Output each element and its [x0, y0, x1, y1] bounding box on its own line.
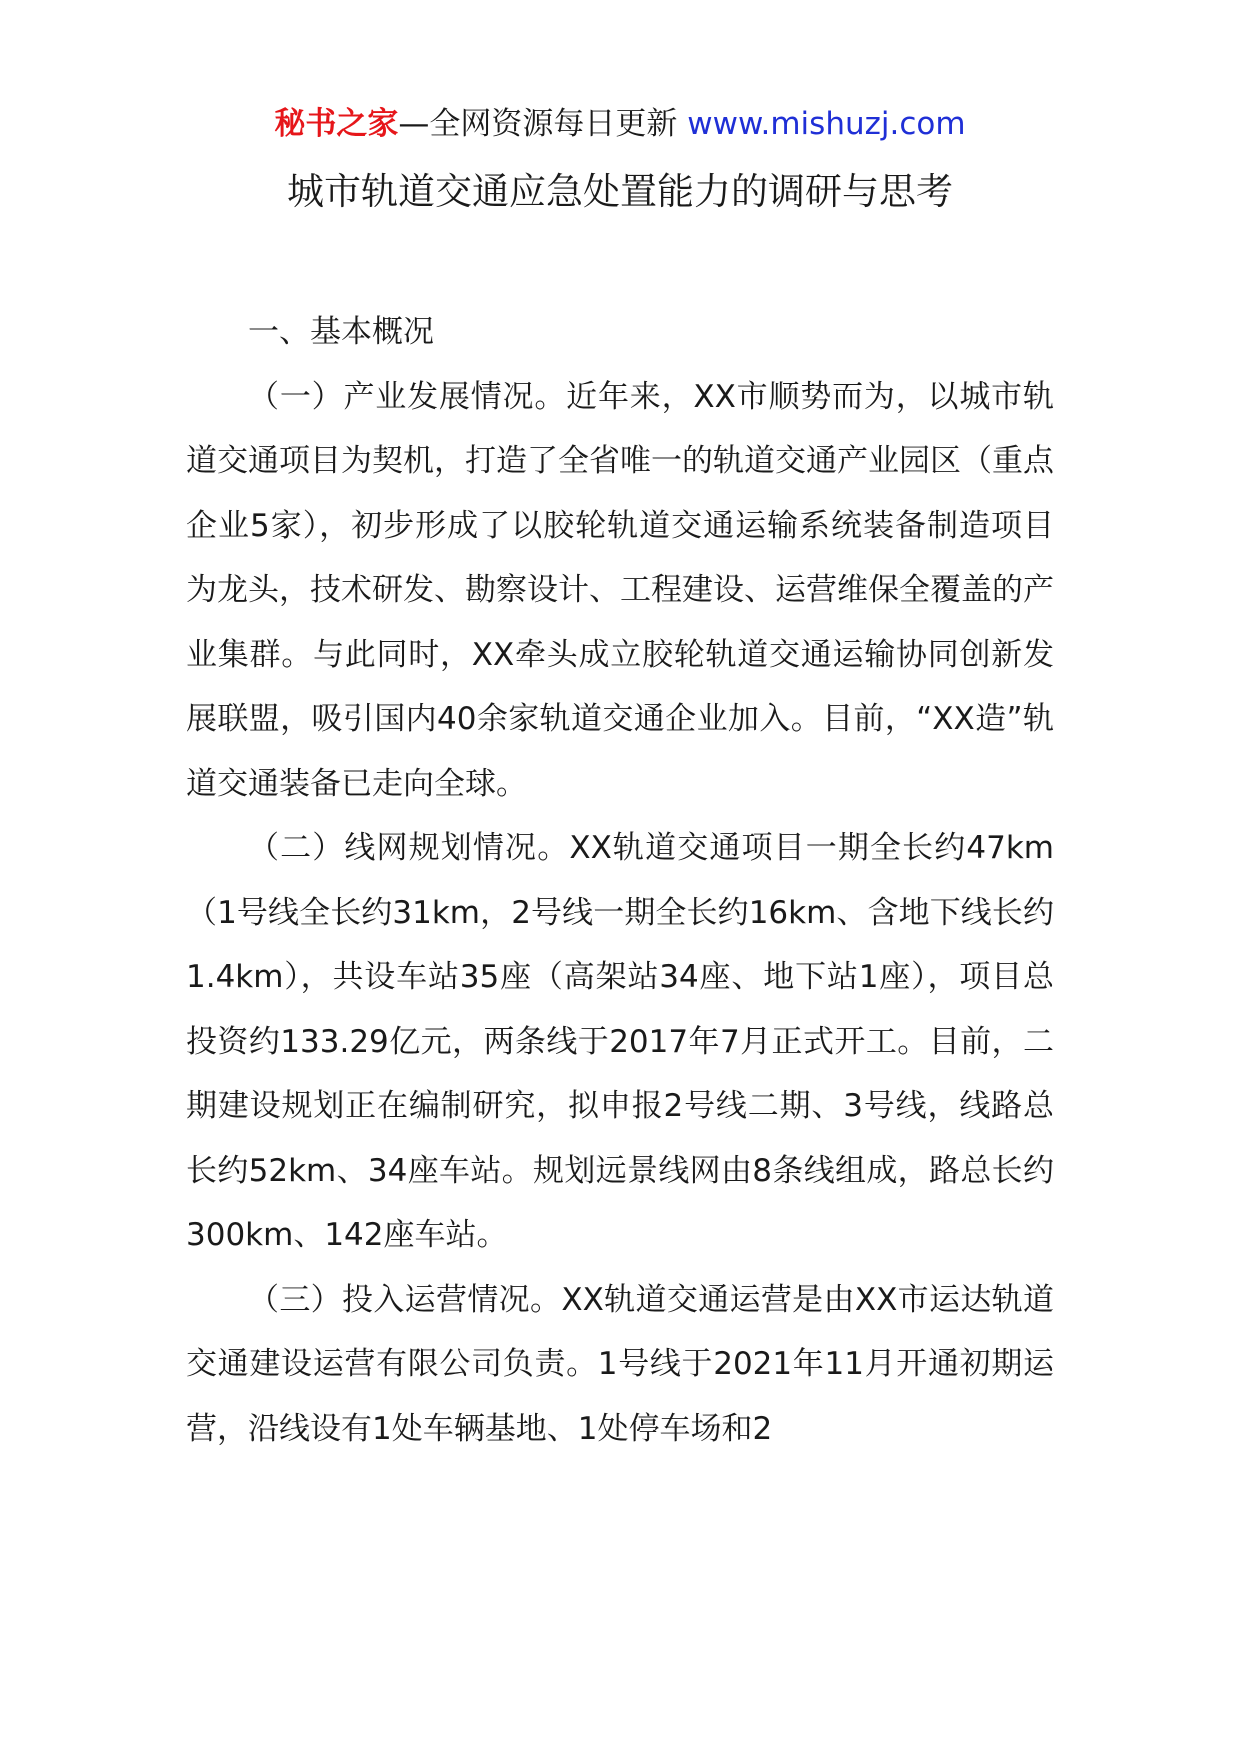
- paragraph-network-planning: （二）线网规划情况。XX轨道交通项目一期全长约47km（1号线全长约31km，2号线一期全长约16km、含地下线长约1.4km），共设车站35座（高架站34座、地下站1座），项目总投资约133.29亿元，两条线于2017年7月正式开工。目前，二期建设规划正在编制研究，拟申报2号线二期、3号线，线路总长约52km、34座车站。规划远景线网由8条线组成，路总长约300km、142座车站。: [186, 830, 1054, 1253]
- document-body: [186, 300, 1054, 1461]
- banner-tagline: —全网资源每日更新: [398, 106, 688, 142]
- paragraph-operations: （三）投入运营情况。XX轨道交通运营是由XX市运达轨道交通建设运营有限公司负责。1号线于2021年11月开通初期运营，沿线设有1处车辆基地、1处停车场和2: [186, 1281, 1054, 1447]
- paragraph-industry: （一）产业发展情况。近年来，XX市顺势而为，以城市轨道交通项目为契机，打造了全省唯一的轨道交通产业园区（重点企业5家），初步形成了以胶轮轨道交通运输系统装备制造项目为龙头，技术研发、勘察设计、工程建设、运营维保全覆盖的产业集群。与此同时，XX牵头成立胶轮轨道交通运输协同创新发展联盟，吸引国内40余家轨道交通企业加入。目前，“XX造”轨道交通装备已走向全球。: [186, 378, 1054, 802]
- brand-name: 秘书之家: [274, 106, 399, 142]
- site-banner: [0, 104, 1240, 144]
- site-url-link[interactable]: www.mishuzj.com: [687, 106, 966, 142]
- document-title: 城市轨道交通应急处置能力的调研与思考: [287, 170, 953, 213]
- section-heading: 一、基本概况: [248, 314, 434, 350]
